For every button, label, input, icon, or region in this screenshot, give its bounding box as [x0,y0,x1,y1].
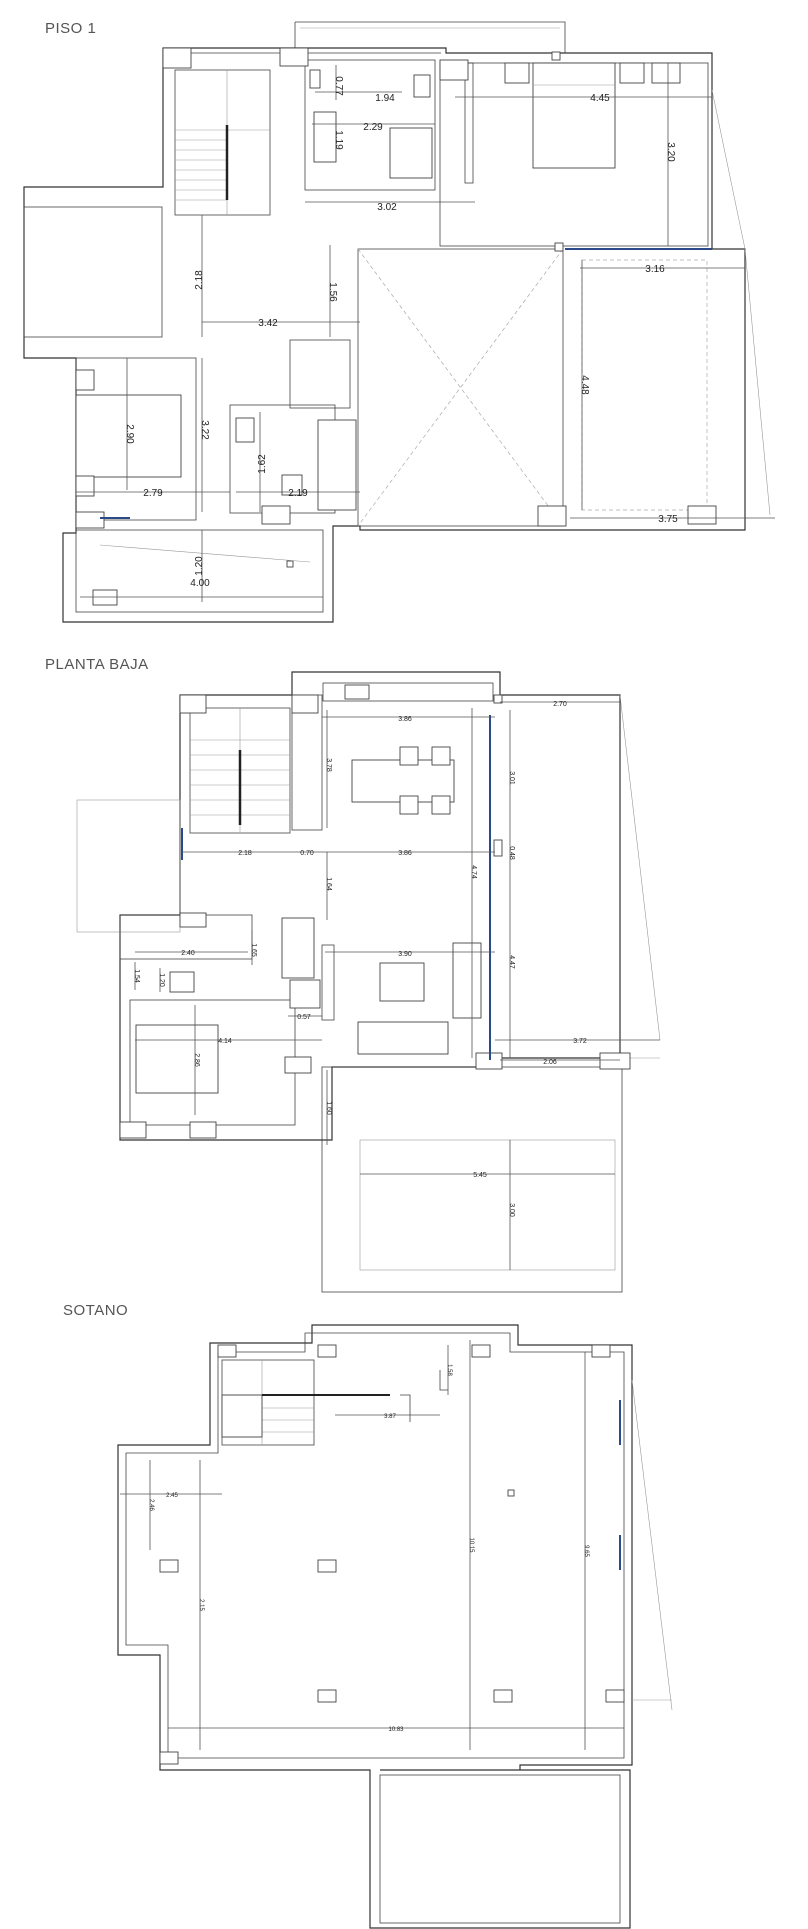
dim-label: 3.16 [645,264,665,275]
dim-label: 1.60 [325,1101,332,1115]
dim-label: 3.72 [573,1038,587,1045]
piso1-outer-wall [24,48,745,622]
dim-label: 1.65 [250,943,257,957]
dim-label: 10.15 [468,1537,474,1553]
piso1-left-block [24,207,162,337]
piso1-stair [175,70,270,215]
sotano-dimension-labels [148,1364,589,1733]
dim-label: 2.18 [194,270,205,290]
sotano-outer-wall [118,1325,632,1928]
dim-label: 1.20 [158,973,165,987]
dim-label: 2.06 [543,1059,557,1066]
dim-label: 0.70 [300,850,314,857]
dim-label: 3.87 [384,1414,396,1420]
plan-sotano [118,1325,672,1928]
dim-label: 3.86 [398,850,412,857]
dim-label: 3.86 [398,716,412,723]
dim-label: 0.48 [508,846,515,860]
plan-planta-baja [77,672,660,1292]
dim-label: 3.01 [508,771,515,785]
dim-label: 3.78 [325,758,332,772]
dim-label: 2.15 [198,1599,204,1611]
plan-title-planta-baja: PLANTA BAJA [45,656,149,673]
dim-label: 9.65 [583,1545,589,1557]
dim-label: 3.00 [508,1203,515,1217]
dim-label: 5.45 [473,1172,487,1179]
dim-label: 3.22 [199,420,210,440]
dim-label: 3.75 [658,514,678,525]
dim-label: 4.47 [508,955,515,969]
dim-label: 3.90 [398,951,412,958]
dim-label: 4.00 [190,578,210,589]
dim-label: 1.54 [133,969,140,983]
plan-piso-1 [24,22,775,622]
dim-label: 1.19 [333,130,344,150]
dim-label: 1.58 [446,1364,452,1376]
dim-label: 1.20 [194,556,205,576]
dim-label: 2.46 [148,1499,154,1511]
dim-label: 2.19 [288,488,308,499]
dim-label: 4.74 [470,865,477,879]
dim-label: 3.02 [377,202,397,213]
dim-label: 1.56 [327,282,338,302]
dim-label: 2.45 [166,1493,178,1499]
dim-label: 2.90 [124,424,135,444]
dim-label: 10.83 [388,1727,404,1733]
dim-label: 2.40 [181,950,195,957]
dim-label: 4.45 [590,93,610,104]
dim-label: 3.42 [258,318,278,329]
dim-label: 2.79 [143,488,163,499]
plan-title-sotano: SOTANO [63,1302,129,1319]
dim-label: 1.64 [325,877,332,891]
dim-label: 0.57 [297,1014,311,1021]
dim-label: 1.62 [257,454,268,474]
dim-label: 2.86 [193,1053,200,1067]
dim-label: 2.70 [553,701,567,708]
plan-title-piso-1: PISO 1 [45,20,97,37]
dim-label: 2.29 [363,122,383,133]
dim-label: 4.48 [579,375,590,395]
dim-label: 3.20 [665,142,676,162]
dim-label: 2.18 [238,850,252,857]
dim-label: 0.77 [333,76,344,96]
dim-label: 1.94 [375,93,395,104]
dim-label: 4.14 [218,1038,232,1045]
